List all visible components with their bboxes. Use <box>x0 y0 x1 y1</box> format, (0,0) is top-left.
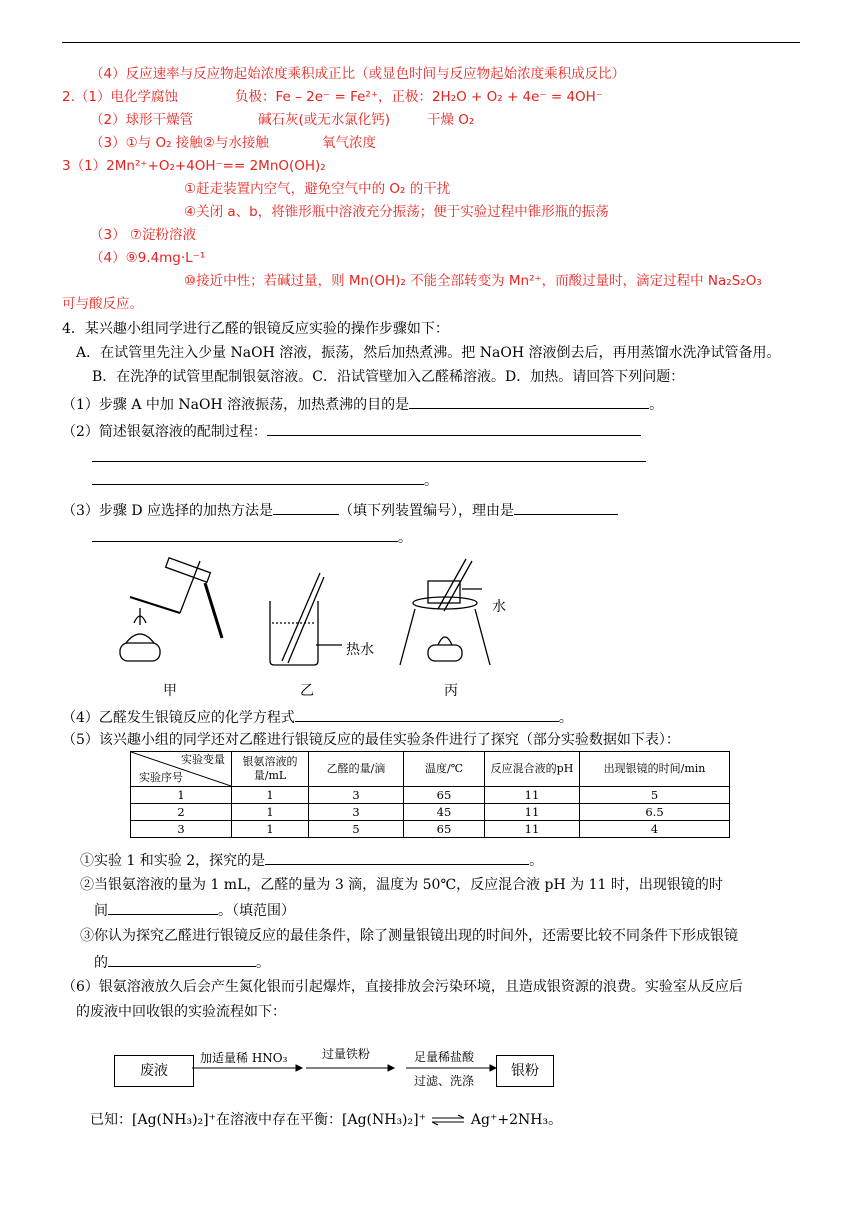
header-rule <box>62 42 800 43</box>
apparatus-bing <box>400 559 490 665</box>
table-cell: 1 <box>232 787 309 804</box>
label-hot-water: 热水 <box>346 642 374 658</box>
answer-blank-3b[interactable] <box>514 500 618 515</box>
q4-sub3-line2: 的 。 <box>94 952 270 972</box>
table-header: 出现银镜的时间/min <box>580 752 730 787</box>
flow-step1-label: 加适量稀 HNO₃ <box>200 1051 288 1065</box>
answer-blank-3c[interactable] <box>92 527 398 542</box>
q4-part2-line3: 。 <box>92 470 438 490</box>
label-jia: 甲 <box>163 683 177 699</box>
q4-part5: （5）该兴趣小组的同学还对乙醛进行银镜反应的最佳实验条件进行了探究（部分实验数据如下表）： <box>62 732 680 748</box>
q4-intro: 4．某兴趣小组同学进行乙醛的银镜反应实验的操作步骤如下： <box>62 321 449 337</box>
answer-2-1: 2.（1）电化学腐蚀 <box>62 89 178 105</box>
q4-sub2-line2: 间 。（填范围） <box>94 900 295 920</box>
answer-2-3: （3）①与 O₂ 接触②与水接触 <box>90 135 269 151</box>
q4-step-a: A．在试管里先注入少量 NaOH 溶液，振荡，然后加热煮沸。把 NaOH 溶液倒去后，再用蒸馏水洗净试管备用。 <box>76 345 781 361</box>
table-cell: 11 <box>485 821 580 838</box>
answer-blank-4[interactable] <box>295 707 559 722</box>
q4-sub3-line1: ③你认为探究乙醛进行银镜反应的最佳条件，除了测量银镜出现的时间外，还需要比较不同条件下形成银镜 <box>80 928 738 944</box>
flow-end-box: 银粉 <box>496 1055 554 1087</box>
apparatus-figures <box>110 553 530 673</box>
flow-step3-label-bottom: 过滤、洗涤 <box>414 1074 475 1088</box>
flow-start-box: 废液 <box>114 1055 194 1087</box>
table-header: 温度/℃ <box>404 752 485 787</box>
q4-part6-line1: （6）银氨溶液放久后会产生氮化银而引起爆炸，直接排放会污染环境，且造成银资源的浪费。实验室从反应后 <box>62 979 743 995</box>
experiment-table <box>130 751 730 838</box>
answer-line-1: （4）反应速率与反应物起始浓度乘积成正比（或显色时间与反应物起始浓度乘积成反比） <box>90 66 626 82</box>
q4-sub1: ①实验 1 和实验 2，探究的是 。 <box>80 850 543 870</box>
table-row <box>131 821 730 838</box>
equilibrium-arrow-icon <box>430 1114 466 1126</box>
table-row <box>131 787 730 804</box>
answer-blank-3a[interactable] <box>273 500 339 515</box>
answer-2-2-c: 干燥 O₂ <box>427 112 475 128</box>
flow-arrows <box>192 1060 497 1080</box>
answer-blank-5a[interactable] <box>265 850 529 865</box>
answer-3-4-step10: ⑩接近中性；若碱过量，则 Mn(OH)₂ 不能全部转变为 Mn²⁺，而酸过量时，滴定过程中 Na₂S₂O₃ <box>184 273 762 289</box>
table-cell: 5 <box>309 821 404 838</box>
answer-3-4: （4）⑨9.4mg·L⁻¹ <box>90 250 206 266</box>
table-cell: 65 <box>404 787 485 804</box>
answer-blank-1[interactable] <box>409 394 649 409</box>
table-cell: 4 <box>580 821 730 838</box>
answer-3-1-step4: ④关闭 a、b，将锥形瓶中溶液充分振荡；便于实验过程中锥形瓶的振荡 <box>184 204 609 220</box>
q4-part3-line2: 。 <box>92 527 412 547</box>
flow-step3-label-top: 足量稀盐酸 <box>414 1050 475 1064</box>
answer-blank-2b[interactable] <box>92 461 646 462</box>
table-row <box>131 804 730 821</box>
table-cell: 6.5 <box>580 804 730 821</box>
q4-part1: （1）步骤 A 中加 NaOH 溶液振荡，加热煮沸的目的是 。 <box>62 394 663 414</box>
table-header-row <box>131 752 730 787</box>
apparatus-yi <box>270 573 342 665</box>
table-header: 反应混合液的pH <box>485 752 580 787</box>
known-equilibrium: 已知：[Ag(NH₃)₂]⁺在溶液中存在平衡：[Ag(NH₃)₂]⁺ Ag⁺+2NH₃。 <box>90 1112 563 1128</box>
answer-blank-2c[interactable] <box>92 470 424 485</box>
table-cell: 3 <box>131 821 232 838</box>
answer-blank-5b[interactable] <box>108 900 218 915</box>
label-bing: 丙 <box>444 683 458 699</box>
table-cell: 45 <box>404 804 485 821</box>
answer-2-3-b: 氧气浓度 <box>322 135 376 151</box>
table-cell: 1 <box>232 821 309 838</box>
answer-3-1: 3（1）2Mn²⁺+O₂+4OH⁻== 2MnO(OH)₂ <box>62 158 326 174</box>
answer-blank-2a[interactable] <box>267 421 641 436</box>
q4-sub2-line1: ②当银氨溶液的量为 1 mL，乙醛的量为 3 滴，温度为 50℃，反应混合液 pH 为 11 时，出现银镜的时 <box>80 877 723 893</box>
q4-part6-line2: 的废液中回收银的实验流程如下： <box>76 1004 286 1020</box>
answer-2-2-b: 碱石灰(或无水氯化钙) <box>258 112 391 128</box>
table-cell: 5 <box>580 787 730 804</box>
table-cell: 11 <box>485 787 580 804</box>
q4-part4: （4）乙醛发生银镜反应的化学方程式 。 <box>62 707 573 727</box>
answer-2-1-electrodes: 负极：Fe – 2e⁻ = Fe²⁺，正极：2H₂O + O₂ + 4e⁻ = 4OH⁻ <box>235 89 603 105</box>
answer-3-4-end: 可与酸反应。 <box>62 296 143 312</box>
answer-blank-5c[interactable] <box>108 952 256 967</box>
table-cell: 65 <box>404 821 485 838</box>
table-corner: 实验变量 实验序号 <box>131 752 232 787</box>
q4-part3: （3）步骤 D 应选择的加热方法是 （填下列装置编号），理由是 <box>62 500 618 520</box>
table-header: 乙醛的量/滴 <box>309 752 404 787</box>
answer-2-2: （2）球形干燥管 <box>90 112 194 128</box>
flow-step2-label: 过量铁粉 <box>322 1047 371 1061</box>
answer-3-1-step1: ①赶走装置内空气，避免空气中的 O₂ 的干扰 <box>184 181 451 197</box>
apparatus-jia <box>120 558 222 661</box>
table-cell: 3 <box>309 787 404 804</box>
label-water: 水 <box>492 599 506 615</box>
answer-3-3: （3） ⑦淀粉溶液 <box>90 227 196 243</box>
table-cell: 3 <box>309 804 404 821</box>
table-cell: 2 <box>131 804 232 821</box>
table-cell: 1 <box>232 804 309 821</box>
label-yi: 乙 <box>300 683 314 699</box>
q4-step-bcd: B．在洗净的试管里配制银氨溶液。C．沿试管壁加入乙醛稀溶液。D．加热。请回答下列问题： <box>92 369 685 385</box>
table-header: 银氨溶液的量/mL <box>232 752 309 787</box>
q4-part2: （2）简述银氨溶液的配制过程： <box>62 421 641 441</box>
table-cell: 11 <box>485 804 580 821</box>
table-cell: 1 <box>131 787 232 804</box>
